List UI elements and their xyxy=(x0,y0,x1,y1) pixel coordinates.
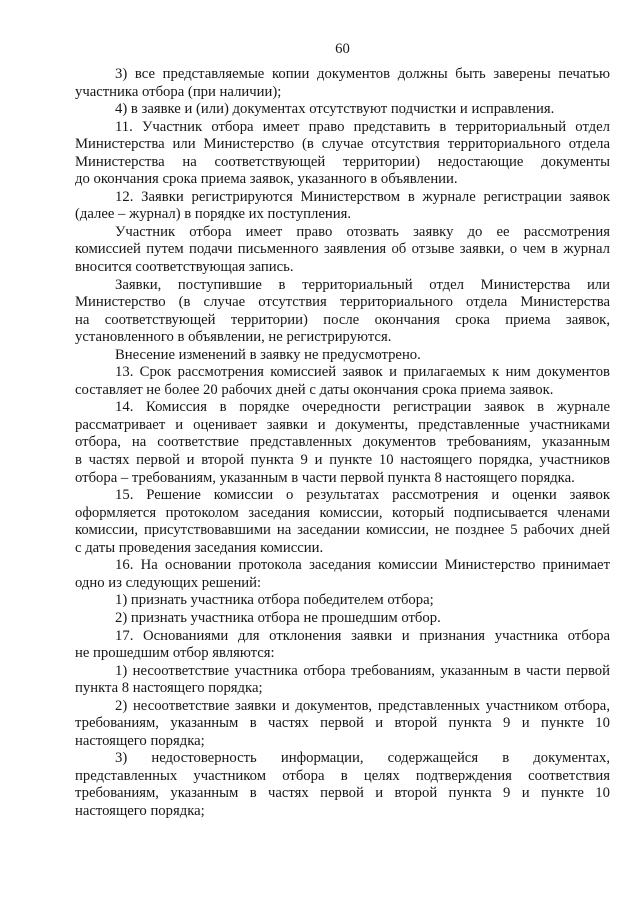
text-line: представленных участником отбора в целях подтверждения соответствия xyxy=(75,767,610,784)
text-line: до окончания срока приема заявок, указанного в объявлении. xyxy=(75,171,458,188)
text-line: участника отбора (при наличии); xyxy=(75,83,282,100)
text-line: Министерство (в случае отсутствия территориального отдела Министерства xyxy=(75,294,610,311)
paragraph-item-3 xyxy=(75,66,610,101)
text-line: комиссии, присутствовавшими на заседании комиссии, не позднее 5 рабочих дней xyxy=(75,522,610,539)
text-line: требованиям, указанным в частях первой и второй пункта 9 и пункте 10 xyxy=(75,785,610,802)
text-line: составляет не более 20 рабочих дней с даты окончания срока приема заявок. xyxy=(75,381,554,398)
text-line: требованиям, указанным в частях первой и второй пункта 9 и пункте 10 xyxy=(75,715,610,732)
paragraph-clause-17 xyxy=(75,628,610,663)
document-body xyxy=(75,66,610,821)
text-line: 16. На основании протокола заседания комиссии Министерство принимает xyxy=(115,557,610,574)
text-line: 15. Решение комиссии о результатах рассмотрения и оценки заявок xyxy=(115,487,610,504)
text-line: с даты проведения заседания комиссии. xyxy=(75,539,324,556)
text-line: пункта 8 настоящего порядка; xyxy=(75,680,263,697)
paragraph-clause-12 xyxy=(75,189,610,224)
text-line: 14. Комиссия в порядке очередности регистрации заявок в журнале xyxy=(115,399,610,416)
text-line: отбора – требованиям, указанным в части первой пункта 8 настоящего порядка. xyxy=(75,469,575,486)
paragraph-clause-11 xyxy=(75,119,610,189)
text-line: одно из следующих решений: xyxy=(75,574,262,591)
paragraph-decision-1 xyxy=(75,592,610,610)
text-line: 3) недостоверность информации, содержащейся в документах, xyxy=(115,750,610,767)
paragraph-ground-2 xyxy=(75,698,610,751)
text-line: оформляется протоколом заседания комиссии, который подписывается членами xyxy=(75,504,610,521)
text-line: 11. Участник отбора имеет право представить в территориальный отдел xyxy=(115,118,610,135)
text-line: комиссией путем подачи письменного заявления об отзыве заявки, о чем в журнал xyxy=(75,241,610,258)
text-line: установленного в объявлении, не регистрируются. xyxy=(75,329,392,346)
text-line: Внесение изменений в заявку не предусмотрено. xyxy=(115,346,421,363)
text-line: Министерства на соответствующей территории) недостающие документы xyxy=(75,153,610,170)
text-line: вносится соответствующая запись. xyxy=(75,259,294,276)
text-line: 1) признать участника отбора победителем отбора; xyxy=(115,592,434,609)
text-line: 1) несоответствие участника отбора требованиям, указанным в части первой xyxy=(115,662,610,679)
text-line: настоящего порядка; xyxy=(75,732,205,749)
paragraph-late-applications xyxy=(75,277,610,347)
text-line: рассматривает и оценивает заявки и документы, представленные участниками xyxy=(75,416,610,433)
text-line: (далее – журнал) в порядке их поступления. xyxy=(75,206,352,223)
text-line: 2) несоответствие заявки и документов, представленных участником отбора, xyxy=(115,697,610,714)
paragraph-clause-15 xyxy=(75,487,610,557)
paragraph-clause-16 xyxy=(75,557,610,592)
text-line: 12. Заявки регистрируются Министерством в журнале регистрации заявок xyxy=(115,188,610,205)
paragraph-ground-1 xyxy=(75,663,610,698)
paragraph-item-4 xyxy=(75,101,610,119)
text-line: Министерства или Министерство (в случае отсутствия территориального отдела xyxy=(75,136,610,153)
text-line: настоящего порядка; xyxy=(75,802,205,819)
text-line: в частях первой и второй пункта 9 и пункте 10 настоящего порядка, участников xyxy=(75,452,610,469)
text-line: не прошедшим отбор являются: xyxy=(75,645,275,662)
text-line: 3) все представляемые копии документов должны быть заверены печатью xyxy=(115,66,610,82)
paragraph-no-changes xyxy=(75,347,610,365)
text-line: отбора, на соответствие представленных документов требованиям, указанным xyxy=(75,434,610,451)
paragraph-clause-13 xyxy=(75,364,610,399)
paragraph-ground-3 xyxy=(75,750,610,820)
text-line: на соответствующей территории) после окончания срока приема заявок, xyxy=(75,311,610,328)
paragraph-clause-14 xyxy=(75,399,610,487)
paragraph-withdrawal xyxy=(75,224,610,277)
text-line: Участник отбора имеет право отозвать заявку до ее рассмотрения xyxy=(115,223,610,240)
text-line: 17. Основаниями для отклонения заявки и признания участника отбора xyxy=(115,627,610,644)
page-number: 60 xyxy=(335,41,350,57)
text-line: 2) признать участника отбора не прошедшим отбор. xyxy=(115,609,441,626)
text-line: Заявки, поступившие в территориальный отдел Министерства или xyxy=(115,276,610,293)
paragraph-decision-2 xyxy=(75,610,610,628)
text-line: 4) в заявке и (или) документах отсутствуют подчистки и исправления. xyxy=(115,101,555,118)
text-line: 13. Срок рассмотрения комиссией заявок и прилагаемых к ним документов xyxy=(115,364,610,381)
